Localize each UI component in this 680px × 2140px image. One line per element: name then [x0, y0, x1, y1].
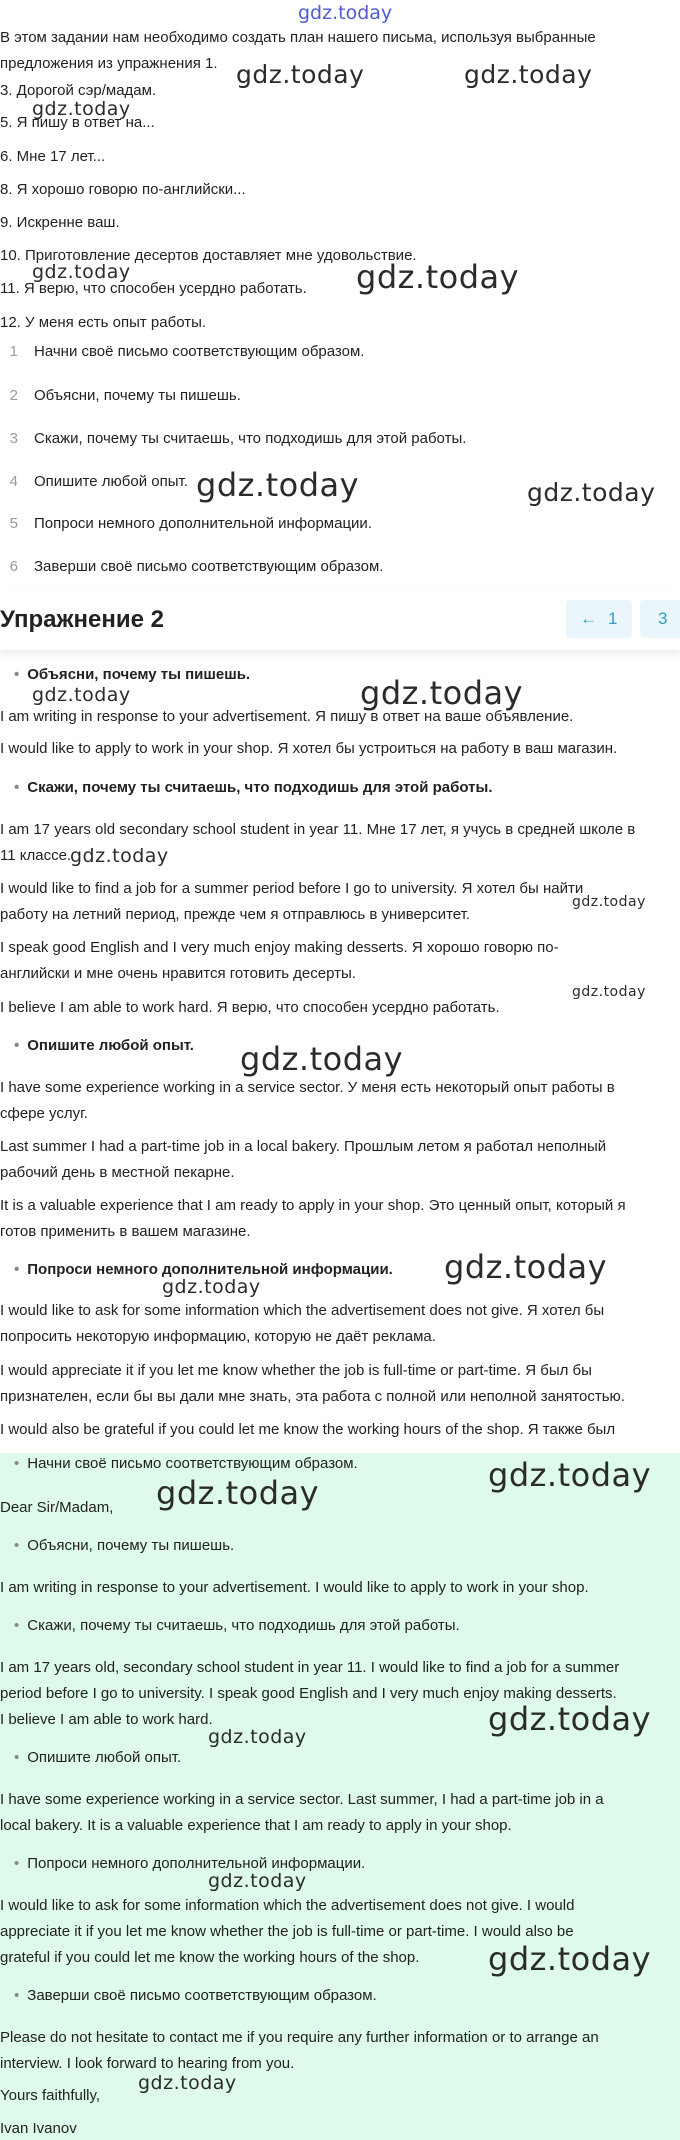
plan-text: Начни своё письмо соответствующим образом.: [34, 343, 365, 360]
watermark: gdz.today: [527, 478, 656, 507]
text-line: I am 17 years old secondary school student in year 11. Мне 17 лет, я учусь в средней школе в: [0, 821, 636, 838]
plan-item: [0, 556, 383, 578]
phrase-6: 6. Мне 17 лет...: [0, 148, 106, 165]
letter-line: I believe I am able to work hard.: [0, 1711, 213, 1728]
arrow-left-icon: ←: [580, 609, 597, 628]
text-line: I would like to apply to work in your shop. Я хотел бы устроиться на работу в ваш магазин.: [0, 740, 618, 757]
section-bullet: • Объясни, почему ты пишешь.: [14, 664, 250, 686]
letter-bullet: • Объясни, почему ты пишешь.: [14, 1535, 234, 1557]
text-line: I would appreciate it if you let me know whether the job is full-time or part-time. Я был бы: [0, 1362, 592, 1379]
watermark: gdz.today: [240, 1040, 404, 1078]
prev-exercise-button[interactable]: [566, 600, 632, 638]
letter-line: period before I go to university. I speak good English and I very much enjoy making desserts.: [0, 1685, 617, 1702]
letter-closing: Yours faithfully,: [0, 2087, 101, 2104]
text-line: I would also be grateful if you could let me know the working hours of the shop. Я также был: [0, 1421, 616, 1438]
text-line: I have some experience working in a service sector. У меня есть некоторый опыт работы в: [0, 1079, 615, 1096]
plan-number: 5: [9, 515, 18, 532]
phrase-11: 11. Я верю, что способен усердно работать.: [0, 280, 307, 297]
plan-number: 2: [9, 387, 18, 404]
text-line: I believe I am able to work hard. Я верю, что способен усердно работать.: [0, 999, 500, 1016]
watermark: gdz.today: [196, 466, 360, 504]
phrase-5: 5. Я пишу в ответ на...: [0, 114, 155, 131]
plan-number: 3: [9, 430, 18, 447]
plan-item: [0, 341, 364, 363]
exercise-title: Упражнение 2: [0, 606, 164, 633]
watermark: gdz.today: [488, 1940, 652, 1978]
letter-bullet: • Попроси немного дополнительной информации.: [14, 1853, 365, 1875]
next-exercise-label: 3: [658, 609, 668, 628]
text-line: попросить некоторую информацию, которую не даёт реклама.: [0, 1328, 436, 1345]
section-bullet: • Опишите любой опыт.: [14, 1035, 194, 1057]
plan-text: Заверши своё письмо соответствующим образом.: [34, 558, 384, 575]
section-bullet: • Попроси немного дополнительной информации.: [14, 1259, 393, 1281]
letter-line: interview. I look forward to hearing from you.: [0, 2055, 295, 2072]
watermark: gdz.today: [444, 1248, 608, 1286]
phrase-9: 9. Искренне ваш.: [0, 214, 120, 231]
text-line: Last summer I had a part-time job in a local bakery. Прошлым летом я работал неполный: [0, 1138, 607, 1155]
text-line: I would like to ask for some information which the advertisement does not give. Я хотел бы: [0, 1302, 605, 1319]
watermark: gdz.today: [208, 1870, 307, 1892]
section-bullet: • Скажи, почему ты считаешь, что подходишь для этой работы.: [14, 777, 493, 799]
watermark: gdz.today: [360, 674, 524, 712]
watermark: gdz.today: [156, 1474, 320, 1512]
watermark: gdz.today: [138, 2072, 237, 2094]
plan-number: 1: [9, 343, 18, 360]
letter-bullet: • Опишите любой опыт.: [14, 1747, 181, 1769]
plan-item: [0, 513, 372, 535]
prev-exercise-label: 1: [608, 609, 618, 628]
site-logo[interactable]: gdz.today: [298, 2, 393, 24]
phrase-12: 12. У меня есть опыт работы.: [0, 314, 207, 331]
watermark: gdz.today: [70, 845, 169, 867]
plan-text: Скажи, почему ты считаешь, что подходишь для этой работы.: [34, 430, 467, 447]
text-line: работу на летний период, прежде чем я отправлюсь в университет.: [0, 906, 470, 923]
plan-text: Опишите любой опыт.: [34, 473, 188, 490]
text-line: готов применить в вашем магазине.: [0, 1223, 251, 1240]
letter-line: I am 17 years old, secondary school student in year 11. I would like to find a job for a summer: [0, 1659, 620, 1676]
text-line: рабочий день в местной пекарне.: [0, 1164, 235, 1181]
text-line: сфере услуг.: [0, 1105, 88, 1122]
phrase-3: 3. Дорогой сэр/мадам.: [0, 82, 157, 99]
text-line: признателен, если бы вы дали мне знать, эта работа с полной или неполной занятостью.: [0, 1388, 625, 1405]
letter-line: I am writing in response to your advertisement. I would like to apply to work in your shop.: [0, 1579, 589, 1596]
watermark: gdz.today: [356, 258, 520, 296]
phrase-8: 8. Я хорошо говорю по-английски...: [0, 181, 246, 198]
intro-line-1: В этом задании нам необходимо создать план нашего письма, используя выбранные: [0, 29, 596, 46]
text-line: 11 классе.: [0, 847, 72, 864]
letter-line: grateful if you could let me know the working hours of the shop.: [0, 1949, 420, 1966]
text-line: I am writing in response to your advertisement. Я пишу в ответ на ваше объявление.: [0, 708, 574, 725]
phrase-10: 10. Приготовление десертов доставляет мне удовольствие.: [0, 247, 417, 264]
watermark: gdz.today: [236, 60, 365, 89]
watermark: gdz.today: [488, 1456, 652, 1494]
text-line: I speak good English and I very much enjoy making desserts. Я хорошо говорю по-: [0, 939, 559, 956]
watermark: gdz.today: [32, 261, 131, 283]
plan-item: [0, 428, 466, 450]
text-line: английски и мне очень нравится готовить десерты.: [0, 965, 356, 982]
intro-line-2: предложения из упражнения 1.: [0, 55, 218, 72]
watermark: gdz.today: [162, 1276, 261, 1298]
letter-line: Please do not hesitate to contact me if you require any further information or to arrange an: [0, 2029, 599, 2046]
watermark: gdz.today: [464, 60, 593, 89]
letter-line: I would like to ask for some information which the advertisement does not give. I would: [0, 1897, 575, 1914]
next-exercise-button[interactable]: [640, 600, 680, 638]
watermark: gdz.today: [488, 1700, 652, 1738]
watermark: gdz.today: [572, 984, 646, 1000]
plan-number: 4: [9, 473, 18, 490]
letter-line: I have some experience working in a service sector. Last summer, I had a part-time job in a: [0, 1791, 604, 1808]
watermark: gdz.today: [208, 1726, 307, 1748]
letter-bullet: • Начни своё письмо соответствующим образом.: [14, 1453, 358, 1475]
watermark: gdz.today: [32, 684, 131, 706]
letter-line: local bakery. It is a valuable experience that I am ready to apply in your shop.: [0, 1817, 512, 1834]
plan-item: [0, 471, 188, 493]
plan-item: [0, 385, 241, 407]
exercise-header: [0, 590, 680, 650]
plan-text: Попроси немного дополнительной информации.: [34, 515, 372, 532]
letter-line: appreciate it if you let me know whether the job is full-time or part-time. I would also be: [0, 1923, 574, 1940]
letter-line: Dear Sir/Madam,: [0, 1499, 114, 1516]
letter-bullet: • Скажи, почему ты считаешь, что подходишь для этой работы.: [14, 1615, 460, 1637]
letter-bullet: • Заверши своё письмо соответствующим образом.: [14, 1985, 377, 2007]
watermark: gdz.today: [572, 894, 646, 910]
letter-signature: Ivan Ivanov: [0, 2120, 77, 2137]
text-line: It is a valuable experience that I am ready to apply in your shop. Это ценный опыт, который я: [0, 1197, 626, 1214]
text-line: I would like to find a job for a summer period before I go to university. Я хотел бы найти: [0, 880, 584, 897]
plan-number: 6: [9, 558, 18, 575]
watermark: gdz.today: [32, 98, 131, 120]
plan-text: Объясни, почему ты пишешь.: [34, 387, 241, 404]
